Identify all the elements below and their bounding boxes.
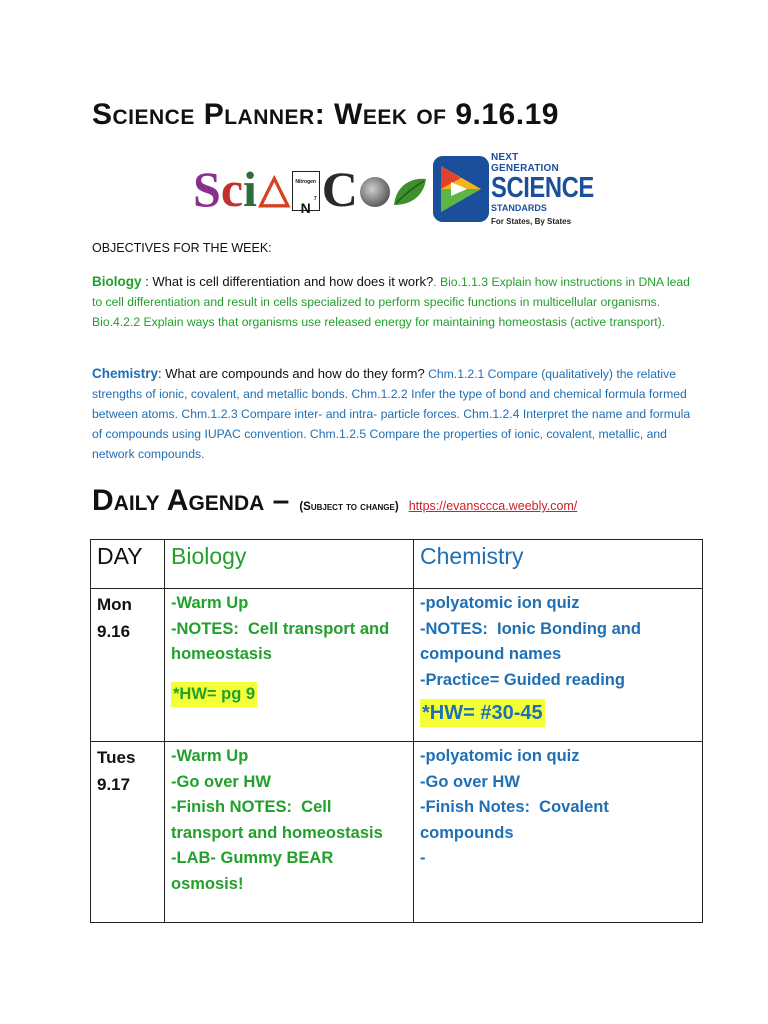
- table-row: [91, 589, 703, 742]
- biology-objective: [92, 272, 692, 332]
- agenda-title: Daily Agenda –: [92, 484, 290, 517]
- logo-letter-c: c: [220, 161, 244, 217]
- logo-letter-s: S: [193, 161, 221, 217]
- ngss-logo: NEXT GENERATION SCIENCE STANDARDS For States, By States: [433, 152, 579, 228]
- biology-cell: -Warm Up -NOTES: Cell transport and homeostasis *HW= pg 9: [165, 589, 414, 742]
- day-cell: Mon 9.16: [91, 589, 165, 742]
- chemistry-cell: -polyatomic ion quiz -NOTES: Ionic Bonding and compound names -Practice= Guided reading *HW= #30-45: [414, 589, 703, 742]
- chemistry-homework: *HW= #30-45: [420, 699, 545, 727]
- column-header-biology: Biology: [165, 540, 414, 589]
- column-header-day: DAY: [91, 540, 165, 589]
- moon-icon: [360, 177, 390, 207]
- column-header-chemistry: Chemistry: [414, 540, 703, 589]
- biology-subject-label: Biology: [92, 274, 142, 289]
- ngss-play-icon: [433, 156, 489, 222]
- agenda-subtitle: (Subject to change): [299, 501, 399, 513]
- chemistry-cell: -polyatomic ion quiz -Go over HW -Finish Notes: Covalent compounds -: [414, 742, 703, 923]
- chemistry-objective: [92, 364, 692, 464]
- chemistry-standards: Chm.1.2.1 Compare (qualitatively) the relative strengths of ionic, covalent, and metallic bonds. Chm.1.2.2 Infer the type of bond and chemical formula formed between atoms. Chm.1.2.3 Compare inter- and intra- particle forces. Chm.1.2.4 Interpret the name and formula of compounds using IUPAC convention. Chm.1.2.5 Compare the properties of ionic, covalent, metallic, and network compounds.: [92, 367, 691, 461]
- page-title: Science Planner: Week of 9.16.19: [92, 98, 559, 131]
- website-link[interactable]: https://evansccca.weebly.com/: [408, 499, 578, 513]
- chemistry-subject-label: Chemistry: [92, 366, 159, 381]
- biology-standards: . Bio.1.1.3 Explain how instructions in DNA lead to cell differentiation and result in cells specialized to perform specific functions in multicellular organisms. Bio.4.2.2 Explain ways that organisms use released energy for maintaining homeostasis (active transport).: [92, 275, 690, 329]
- element-tile-icon: 7 N Nitrogen: [292, 171, 320, 211]
- agenda-heading: [92, 484, 577, 518]
- logo-letter-end-c: C: [321, 161, 358, 217]
- day-cell: Tues 9.17: [91, 742, 165, 923]
- logo-letter-i: i: [243, 161, 257, 217]
- biology-homework: *HW= pg 9: [171, 682, 257, 708]
- biology-question: : What is cell differentiation and how does it work?: [141, 274, 434, 289]
- table-header-row: [91, 540, 703, 589]
- logo-flask-icon: △: [258, 166, 290, 211]
- leaf-icon: [392, 175, 428, 207]
- table-row: [91, 742, 703, 923]
- chemistry-question: : What are compounds and how do they form?: [158, 366, 425, 381]
- science-word-logo: [193, 157, 385, 225]
- objectives-heading: OBJECTIVES FOR THE WEEK:: [92, 241, 272, 255]
- agenda-table: [90, 539, 703, 923]
- biology-cell: -Warm Up -Go over HW -Finish NOTES: Cell transport and homeostasis -LAB- Gummy BEAR osmosis!: [165, 742, 414, 923]
